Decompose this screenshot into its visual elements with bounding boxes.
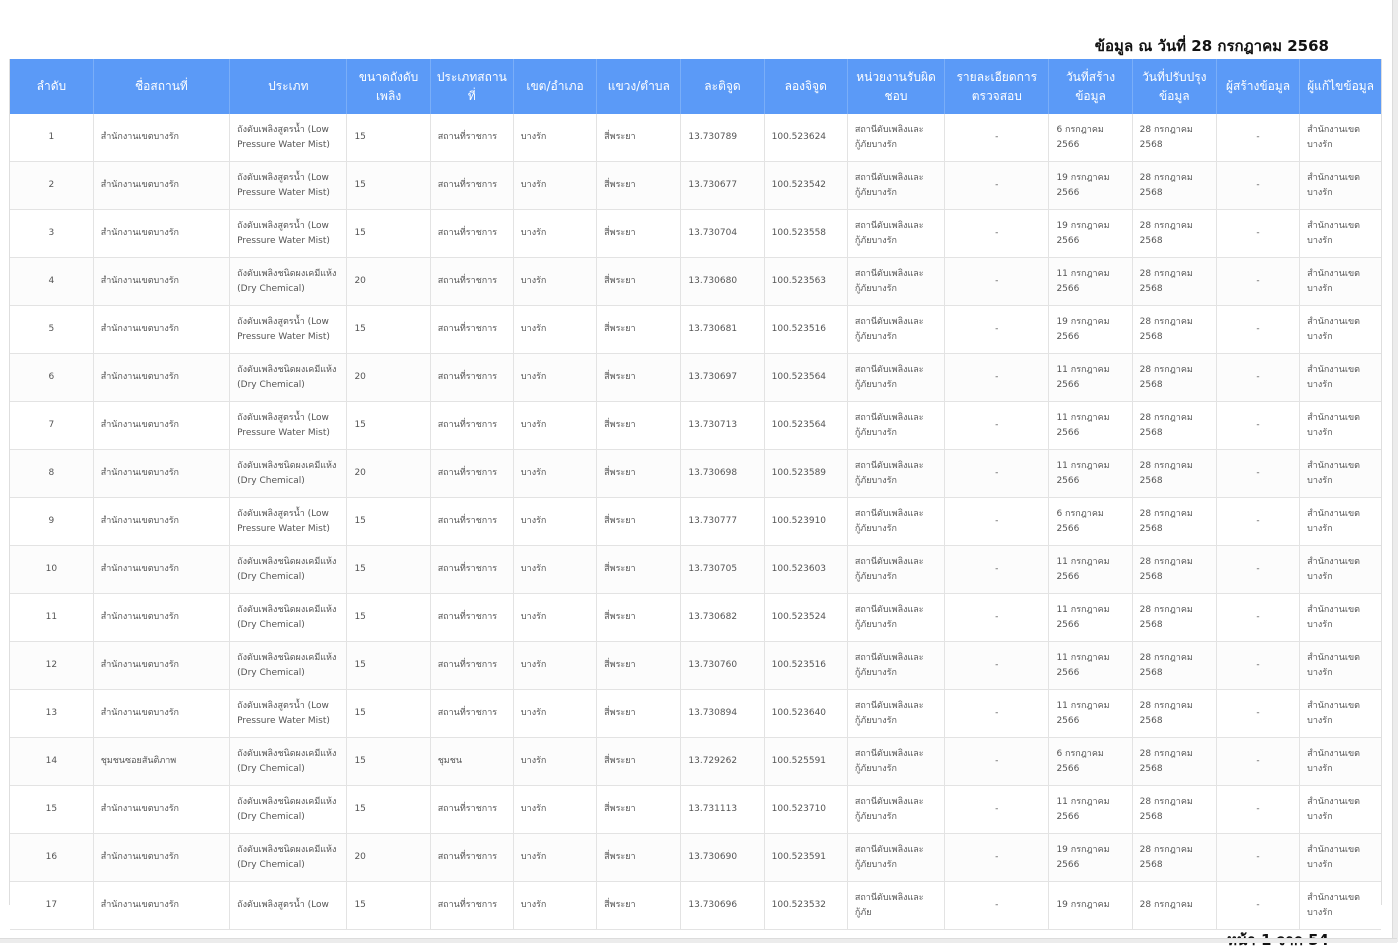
- cell-col-inspection-details: -: [945, 690, 1049, 738]
- cell-col-type: ถังดับเพลิงสูตรน้ำ (Low Pressure Water Mist): [230, 690, 347, 738]
- cell-col-creator: -: [1216, 114, 1299, 162]
- cell-col-place-name: สำนักงานเขตบางรัก: [93, 834, 229, 882]
- cell-col-type: ถังดับเพลิงสูตรน้ำ (Low Pressure Water Mist): [230, 402, 347, 450]
- cell-col-updated-date: 28 กรกฎาคม 2568: [1132, 738, 1216, 786]
- cell-col-longitude: 100.523603: [764, 546, 847, 594]
- cell-col-type: ถังดับเพลิงสูตรน้ำ (Low Pressure Water Mist): [230, 498, 347, 546]
- cell-col-created-date: 11 กรกฎาคม 2566: [1049, 546, 1132, 594]
- cell-col-latitude: 13.730682: [681, 594, 764, 642]
- cell-col-order: 3: [10, 210, 93, 258]
- cell-col-creator: -: [1216, 450, 1299, 498]
- cell-col-inspection-details: -: [945, 546, 1049, 594]
- cell-col-place-type: สถานที่ราชการ: [430, 354, 513, 402]
- cell-col-order: 8: [10, 450, 93, 498]
- cell-col-district: บางรัก: [513, 498, 596, 546]
- cell-col-district: บางรัก: [513, 786, 596, 834]
- cell-col-updated-date: 28 กรกฎาคม 2568: [1132, 258, 1216, 306]
- cell-col-size: 15: [347, 690, 430, 738]
- cell-col-editor: สำนักงานเขตบางรัก: [1300, 402, 1381, 450]
- cell-col-creator: -: [1216, 258, 1299, 306]
- cell-col-place-type: สถานที่ราชการ: [430, 498, 513, 546]
- cell-col-place-name: สำนักงานเขตบางรัก: [93, 402, 229, 450]
- cell-col-size: 15: [347, 786, 430, 834]
- cell-col-creator: -: [1216, 498, 1299, 546]
- cell-col-place-name: สำนักงานเขตบางรัก: [93, 642, 229, 690]
- cell-col-responsible-unit: สถานีดับเพลิงและกู้ภัยบางรัก: [847, 114, 944, 162]
- cell-col-order: 5: [10, 306, 93, 354]
- cell-col-place-type: สถานที่ราชการ: [430, 402, 513, 450]
- cell-col-longitude: 100.523564: [764, 402, 847, 450]
- cell-col-created-date: 11 กรกฎาคม 2566: [1049, 786, 1132, 834]
- cell-col-district: บางรัก: [513, 834, 596, 882]
- header-col-creator: ผู้สร้างข้อมูล: [1216, 59, 1299, 114]
- cell-col-inspection-details: -: [945, 738, 1049, 786]
- cell-col-responsible-unit: สถานีดับเพลิงและกู้ภัยบางรัก: [847, 306, 944, 354]
- cell-col-latitude: 13.730677: [681, 162, 764, 210]
- fire-extinguisher-table: [10, 59, 1381, 930]
- table-row: [10, 114, 1381, 162]
- cell-col-latitude: 13.729262: [681, 738, 764, 786]
- cell-col-created-date: 11 กรกฎาคม 2566: [1049, 354, 1132, 402]
- cell-col-longitude: 100.523564: [764, 354, 847, 402]
- cell-col-order: 7: [10, 402, 93, 450]
- cell-col-inspection-details: -: [945, 498, 1049, 546]
- cell-col-subdistrict: สี่พระยา: [597, 786, 681, 834]
- cell-col-responsible-unit: สถานีดับเพลิงและกู้ภัยบางรัก: [847, 162, 944, 210]
- cell-col-creator: -: [1216, 546, 1299, 594]
- cell-col-place-type: สถานที่ราชการ: [430, 546, 513, 594]
- cell-col-created-date: 6 กรกฎาคม 2566: [1049, 114, 1132, 162]
- cell-col-creator: -: [1216, 402, 1299, 450]
- cell-col-type: ถังดับเพลิงชนิดผงเคมีแห้ง (Dry Chemical): [230, 450, 347, 498]
- cell-col-created-date: 6 กรกฎาคม 2566: [1049, 498, 1132, 546]
- cell-col-longitude: 100.523563: [764, 258, 847, 306]
- cell-col-updated-date: 28 กรกฎาคม 2568: [1132, 786, 1216, 834]
- table-row: [10, 498, 1381, 546]
- cell-col-place-type: สถานที่ราชการ: [430, 690, 513, 738]
- cell-col-longitude: 100.523589: [764, 450, 847, 498]
- cell-col-created-date: 11 กรกฎาคม 2566: [1049, 450, 1132, 498]
- cell-col-editor: สำนักงานเขตบางรัก: [1300, 258, 1381, 306]
- cell-col-type: ถังดับเพลิงสูตรน้ำ (Low Pressure Water Mist): [230, 114, 347, 162]
- cell-col-created-date: 19 กรกฎาคม: [1049, 882, 1132, 930]
- cell-col-place-type: สถานที่ราชการ: [430, 162, 513, 210]
- cell-col-editor: สำนักงานเขตบางรัก: [1300, 738, 1381, 786]
- cell-col-place-type: สถานที่ราชการ: [430, 882, 513, 930]
- cell-col-created-date: 6 กรกฎาคม 2566: [1049, 738, 1132, 786]
- table-row: [10, 882, 1381, 930]
- cell-col-order: 2: [10, 162, 93, 210]
- cell-col-inspection-details: -: [945, 594, 1049, 642]
- cell-col-creator: -: [1216, 594, 1299, 642]
- cell-col-inspection-details: -: [945, 882, 1049, 930]
- cell-col-responsible-unit: สถานีดับเพลิงและกู้ภัยบางรัก: [847, 402, 944, 450]
- cell-col-type: ถังดับเพลิงชนิดผงเคมีแห้ง (Dry Chemical): [230, 258, 347, 306]
- cell-col-place-name: สำนักงานเขตบางรัก: [93, 114, 229, 162]
- cell-col-longitude: 100.523910: [764, 498, 847, 546]
- cell-col-editor: สำนักงานเขตบางรัก: [1300, 114, 1381, 162]
- cell-col-latitude: 13.730777: [681, 498, 764, 546]
- cell-col-responsible-unit: สถานีดับเพลิงและกู้ภัยบางรัก: [847, 546, 944, 594]
- cell-col-updated-date: 28 กรกฎาคม 2568: [1132, 114, 1216, 162]
- cell-col-place-name: สำนักงานเขตบางรัก: [93, 546, 229, 594]
- cell-col-place-type: สถานที่ราชการ: [430, 210, 513, 258]
- cell-col-order: 1: [10, 114, 93, 162]
- cell-col-type: ถังดับเพลิงสูตรน้ำ (Low Pressure Water Mist): [230, 162, 347, 210]
- cell-col-responsible-unit: สถานีดับเพลิงและกู้ภัยบางรัก: [847, 834, 944, 882]
- cell-col-size: 15: [347, 594, 430, 642]
- cell-col-responsible-unit: สถานีดับเพลิงและกู้ภัยบางรัก: [847, 210, 944, 258]
- cell-col-district: บางรัก: [513, 450, 596, 498]
- table-row: [10, 834, 1381, 882]
- cell-col-latitude: 13.730704: [681, 210, 764, 258]
- cell-col-updated-date: 28 กรกฎาคม 2568: [1132, 690, 1216, 738]
- cell-col-updated-date: 28 กรกฎาคม 2568: [1132, 834, 1216, 882]
- cell-col-latitude: 13.730696: [681, 882, 764, 930]
- cell-col-place-type: สถานที่ราชการ: [430, 258, 513, 306]
- cell-col-longitude: 100.523640: [764, 690, 847, 738]
- cell-col-inspection-details: -: [945, 258, 1049, 306]
- header-col-longitude: ลองจิจูด: [764, 59, 847, 114]
- cell-col-editor: สำนักงานเขตบางรัก: [1300, 882, 1381, 930]
- cell-col-place-name: สำนักงานเขตบางรัก: [93, 258, 229, 306]
- cell-col-responsible-unit: สถานีดับเพลิงและกู้ภัยบางรัก: [847, 354, 944, 402]
- cell-col-subdistrict: สี่พระยา: [597, 402, 681, 450]
- cell-col-size: 15: [347, 210, 430, 258]
- cell-col-place-name: สำนักงานเขตบางรัก: [93, 354, 229, 402]
- cell-col-district: บางรัก: [513, 306, 596, 354]
- cell-col-subdistrict: สี่พระยา: [597, 738, 681, 786]
- cell-col-district: บางรัก: [513, 210, 596, 258]
- cell-col-updated-date: 28 กรกฎาคม 2568: [1132, 498, 1216, 546]
- cell-col-responsible-unit: สถานีดับเพลิงและกู้ภัยบางรัก: [847, 690, 944, 738]
- cell-col-type: ถังดับเพลิงสูตรน้ำ (Low Pressure Water Mist): [230, 210, 347, 258]
- page-right-edge: [1392, 0, 1398, 942]
- cell-col-order: 17: [10, 882, 93, 930]
- cell-col-creator: -: [1216, 354, 1299, 402]
- cell-col-place-type: สถานที่ราชการ: [430, 306, 513, 354]
- cell-col-latitude: 13.730698: [681, 450, 764, 498]
- cell-col-place-type: สถานที่ราชการ: [430, 786, 513, 834]
- cell-col-longitude: 100.523542: [764, 162, 847, 210]
- cell-col-inspection-details: -: [945, 786, 1049, 834]
- cell-col-type: ถังดับเพลิงชนิดผงเคมีแห้ง (Dry Chemical): [230, 354, 347, 402]
- cell-col-subdistrict: สี่พระยา: [597, 546, 681, 594]
- cell-col-subdistrict: สี่พระยา: [597, 642, 681, 690]
- cell-col-latitude: 13.730697: [681, 354, 764, 402]
- cell-col-district: บางรัก: [513, 882, 596, 930]
- cell-col-size: 20: [347, 258, 430, 306]
- table-row: [10, 546, 1381, 594]
- cell-col-subdistrict: สี่พระยา: [597, 114, 681, 162]
- cell-col-type: ถังดับเพลิงชนิดผงเคมีแห้ง (Dry Chemical): [230, 738, 347, 786]
- cell-col-created-date: 19 กรกฎาคม 2566: [1049, 162, 1132, 210]
- cell-col-place-type: ชุมชน: [430, 738, 513, 786]
- cell-col-editor: สำนักงานเขตบางรัก: [1300, 450, 1381, 498]
- cell-col-updated-date: 28 กรกฎาคม 2568: [1132, 402, 1216, 450]
- cell-col-type: ถังดับเพลิงชนิดผงเคมีแห้ง (Dry Chemical): [230, 834, 347, 882]
- table-row: [10, 162, 1381, 210]
- cell-col-size: 15: [347, 306, 430, 354]
- cell-col-place-name: สำนักงานเขตบางรัก: [93, 210, 229, 258]
- header-col-responsible-unit: หน่วยงานรับผิดชอบ: [847, 59, 944, 114]
- cell-col-responsible-unit: สถานีดับเพลิงและกู้ภัยบางรัก: [847, 498, 944, 546]
- cell-col-size: 15: [347, 738, 430, 786]
- cell-col-subdistrict: สี่พระยา: [597, 162, 681, 210]
- table-row: [10, 690, 1381, 738]
- cell-col-place-name: ชุมชนซอยสันติภาพ: [93, 738, 229, 786]
- cell-col-updated-date: 28 กรกฎาคม 2568: [1132, 162, 1216, 210]
- cell-col-latitude: 13.730789: [681, 114, 764, 162]
- header-col-size: ขนาดถังดับเพลิง: [347, 59, 430, 114]
- cell-col-inspection-details: -: [945, 450, 1049, 498]
- cell-col-order: 16: [10, 834, 93, 882]
- cell-col-order: 9: [10, 498, 93, 546]
- cell-col-inspection-details: -: [945, 162, 1049, 210]
- cell-col-order: 12: [10, 642, 93, 690]
- cell-col-type: ถังดับเพลิงชนิดผงเคมีแห้ง (Dry Chemical): [230, 786, 347, 834]
- cell-col-district: บางรัก: [513, 114, 596, 162]
- cell-col-order: 6: [10, 354, 93, 402]
- cell-col-size: 15: [347, 882, 430, 930]
- cell-col-updated-date: 28 กรกฎาคม 2568: [1132, 546, 1216, 594]
- cell-col-editor: สำนักงานเขตบางรัก: [1300, 306, 1381, 354]
- cell-col-type: ถังดับเพลิงสูตรน้ำ (Low: [230, 882, 347, 930]
- cell-col-subdistrict: สี่พระยา: [597, 210, 681, 258]
- cell-col-inspection-details: -: [945, 210, 1049, 258]
- cell-col-type: ถังดับเพลิงชนิดผงเคมีแห้ง (Dry Chemical): [230, 546, 347, 594]
- cell-col-order: 10: [10, 546, 93, 594]
- cell-col-order: 4: [10, 258, 93, 306]
- cell-col-created-date: 11 กรกฎาคม 2566: [1049, 642, 1132, 690]
- cell-col-size: 15: [347, 114, 430, 162]
- cell-col-district: บางรัก: [513, 354, 596, 402]
- cell-col-updated-date: 28 กรกฎาคม 2568: [1132, 354, 1216, 402]
- cell-col-subdistrict: สี่พระยา: [597, 834, 681, 882]
- cell-col-place-name: สำนักงานเขตบางรัก: [93, 162, 229, 210]
- cell-col-place-name: สำนักงานเขตบางรัก: [93, 498, 229, 546]
- cell-col-subdistrict: สี่พระยา: [597, 882, 681, 930]
- cell-col-editor: สำนักงานเขตบางรัก: [1300, 162, 1381, 210]
- cell-col-latitude: 13.730713: [681, 402, 764, 450]
- cell-col-subdistrict: สี่พระยา: [597, 690, 681, 738]
- cell-col-latitude: 13.730894: [681, 690, 764, 738]
- cell-col-created-date: 11 กรกฎาคม 2566: [1049, 402, 1132, 450]
- cell-col-responsible-unit: สถานีดับเพลิงและกู้ภัยบางรัก: [847, 450, 944, 498]
- cell-col-inspection-details: -: [945, 114, 1049, 162]
- cell-col-place-name: สำนักงานเขตบางรัก: [93, 690, 229, 738]
- cell-col-editor: สำนักงานเขตบางรัก: [1300, 786, 1381, 834]
- cell-col-type: ถังดับเพลิงชนิดผงเคมีแห้ง (Dry Chemical): [230, 642, 347, 690]
- cell-col-place-name: สำนักงานเขตบางรัก: [93, 594, 229, 642]
- cell-col-latitude: 13.730680: [681, 258, 764, 306]
- cell-col-place-name: สำนักงานเขตบางรัก: [93, 306, 229, 354]
- cell-col-place-name: สำนักงานเขตบางรัก: [93, 882, 229, 930]
- header-col-place-type: ประเภทสถานที่: [430, 59, 513, 114]
- cell-col-inspection-details: -: [945, 402, 1049, 450]
- cell-col-responsible-unit: สถานีดับเพลิงและกู้ภัยบางรัก: [847, 642, 944, 690]
- cell-col-type: ถังดับเพลิงสูตรน้ำ (Low Pressure Water Mist): [230, 306, 347, 354]
- table-row: [10, 306, 1381, 354]
- data-as-of-date: ข้อมูล ณ วันที่ 28 กรกฎาคม 2568: [1094, 37, 1329, 55]
- cell-col-editor: สำนักงานเขตบางรัก: [1300, 210, 1381, 258]
- header-col-order: ลำดับ: [10, 59, 93, 114]
- cell-col-order: 11: [10, 594, 93, 642]
- cell-col-inspection-details: -: [945, 642, 1049, 690]
- cell-col-district: บางรัก: [513, 690, 596, 738]
- header-col-latitude: ละติจูด: [681, 59, 764, 114]
- table-row: [10, 786, 1381, 834]
- cell-col-district: บางรัก: [513, 642, 596, 690]
- cell-col-inspection-details: -: [945, 354, 1049, 402]
- table-body: [10, 114, 1381, 930]
- cell-col-size: 15: [347, 642, 430, 690]
- cell-col-size: 20: [347, 450, 430, 498]
- header-col-updated-date: วันที่ปรับปรุงข้อมูล: [1132, 59, 1216, 114]
- cell-col-creator: -: [1216, 738, 1299, 786]
- cell-col-district: บางรัก: [513, 594, 596, 642]
- page-bottom-edge: [0, 938, 1397, 943]
- table-row: [10, 594, 1381, 642]
- cell-col-place-name: สำนักงานเขตบางรัก: [93, 450, 229, 498]
- cell-col-creator: -: [1216, 786, 1299, 834]
- header-col-inspection-details: รายละเอียดการตรวจสอบ: [945, 59, 1049, 114]
- cell-col-place-name: สำนักงานเขตบางรัก: [93, 786, 229, 834]
- cell-col-updated-date: 28 กรกฎาคม: [1132, 882, 1216, 930]
- cell-col-longitude: 100.523516: [764, 306, 847, 354]
- table-row: [10, 402, 1381, 450]
- cell-col-responsible-unit: สถานีดับเพลิงและกู้ภัยบางรัก: [847, 786, 944, 834]
- cell-col-updated-date: 28 กรกฎาคม 2568: [1132, 210, 1216, 258]
- cell-col-order: 15: [10, 786, 93, 834]
- cell-col-inspection-details: -: [945, 306, 1049, 354]
- cell-col-district: บางรัก: [513, 546, 596, 594]
- header-col-editor: ผู้แก้ไขข้อมูล: [1300, 59, 1381, 114]
- cell-col-editor: สำนักงานเขตบางรัก: [1300, 642, 1381, 690]
- cell-col-longitude: 100.523532: [764, 882, 847, 930]
- cell-col-place-type: สถานที่ราชการ: [430, 450, 513, 498]
- cell-col-latitude: 13.731113: [681, 786, 764, 834]
- header-col-district: เขต/อำเภอ: [513, 59, 596, 114]
- cell-col-editor: สำนักงานเขตบางรัก: [1300, 594, 1381, 642]
- table-row: [10, 354, 1381, 402]
- cell-col-order: 14: [10, 738, 93, 786]
- table-row: [10, 642, 1381, 690]
- cell-col-created-date: 19 กรกฎาคม 2566: [1049, 834, 1132, 882]
- cell-col-type: ถังดับเพลิงชนิดผงเคมีแห้ง (Dry Chemical): [230, 594, 347, 642]
- cell-col-latitude: 13.730760: [681, 642, 764, 690]
- cell-col-longitude: 100.523624: [764, 114, 847, 162]
- cell-col-subdistrict: สี่พระยา: [597, 594, 681, 642]
- cell-col-longitude: 100.523558: [764, 210, 847, 258]
- cell-col-size: 15: [347, 498, 430, 546]
- cell-col-subdistrict: สี่พระยา: [597, 498, 681, 546]
- header-col-type: ประเภท: [230, 59, 347, 114]
- cell-col-editor: สำนักงานเขตบางรัก: [1300, 498, 1381, 546]
- cell-col-editor: สำนักงานเขตบางรัก: [1300, 690, 1381, 738]
- table-row: [10, 258, 1381, 306]
- cell-col-latitude: 13.730681: [681, 306, 764, 354]
- cell-col-size: 20: [347, 834, 430, 882]
- cell-col-size: 15: [347, 162, 430, 210]
- cell-col-place-type: สถานที่ราชการ: [430, 114, 513, 162]
- cell-col-updated-date: 28 กรกฎาคม 2568: [1132, 594, 1216, 642]
- cell-col-district: บางรัก: [513, 402, 596, 450]
- table-row: [10, 738, 1381, 786]
- header-col-created-date: วันที่สร้างข้อมูล: [1049, 59, 1132, 114]
- table-row: [10, 450, 1381, 498]
- cell-col-order: 13: [10, 690, 93, 738]
- cell-col-responsible-unit: สถานีดับเพลิงและกู้ภัยบางรัก: [847, 738, 944, 786]
- cell-col-subdistrict: สี่พระยา: [597, 258, 681, 306]
- cell-col-place-type: สถานที่ราชการ: [430, 594, 513, 642]
- cell-col-created-date: 11 กรกฎาคม 2566: [1049, 594, 1132, 642]
- cell-col-subdistrict: สี่พระยา: [597, 306, 681, 354]
- cell-col-updated-date: 28 กรกฎาคม 2568: [1132, 450, 1216, 498]
- cell-col-editor: สำนักงานเขตบางรัก: [1300, 354, 1381, 402]
- cell-col-created-date: 11 กรกฎาคม 2566: [1049, 690, 1132, 738]
- cell-col-place-type: สถานที่ราชการ: [430, 834, 513, 882]
- cell-col-created-date: 11 กรกฎาคม 2566: [1049, 258, 1132, 306]
- cell-col-creator: -: [1216, 642, 1299, 690]
- cell-col-latitude: 13.730690: [681, 834, 764, 882]
- cell-col-updated-date: 28 กรกฎาคม 2568: [1132, 306, 1216, 354]
- cell-col-responsible-unit: สถานีดับเพลิงและกู้ภัย: [847, 882, 944, 930]
- cell-col-longitude: 100.525591: [764, 738, 847, 786]
- table-header-row: [10, 59, 1381, 114]
- cell-col-creator: -: [1216, 210, 1299, 258]
- header-col-place-name: ชื่อสถานที่: [93, 59, 229, 114]
- header-col-subdistrict: แขวง/ตำบล: [597, 59, 681, 114]
- cell-col-responsible-unit: สถานีดับเพลิงและกู้ภัยบางรัก: [847, 594, 944, 642]
- cell-col-district: บางรัก: [513, 162, 596, 210]
- cell-col-size: 20: [347, 354, 430, 402]
- cell-col-created-date: 19 กรกฎาคม 2566: [1049, 306, 1132, 354]
- cell-col-responsible-unit: สถานีดับเพลิงและกู้ภัยบางรัก: [847, 258, 944, 306]
- cell-col-creator: -: [1216, 690, 1299, 738]
- cell-col-inspection-details: -: [945, 834, 1049, 882]
- cell-col-editor: สำนักงานเขตบางรัก: [1300, 834, 1381, 882]
- cell-col-size: 15: [347, 546, 430, 594]
- cell-col-subdistrict: สี่พระยา: [597, 354, 681, 402]
- table-row: [10, 210, 1381, 258]
- cell-col-place-type: สถานที่ราชการ: [430, 642, 513, 690]
- cell-col-created-date: 19 กรกฎาคม 2566: [1049, 210, 1132, 258]
- cell-col-updated-date: 28 กรกฎาคม 2568: [1132, 642, 1216, 690]
- cell-col-district: บางรัก: [513, 738, 596, 786]
- cell-col-longitude: 100.523516: [764, 642, 847, 690]
- cell-col-editor: สำนักงานเขตบางรัก: [1300, 546, 1381, 594]
- cell-col-longitude: 100.523710: [764, 786, 847, 834]
- cell-col-longitude: 100.523591: [764, 834, 847, 882]
- cell-col-subdistrict: สี่พระยา: [597, 450, 681, 498]
- cell-col-size: 15: [347, 402, 430, 450]
- cell-col-creator: -: [1216, 162, 1299, 210]
- cell-col-latitude: 13.730705: [681, 546, 764, 594]
- cell-col-creator: -: [1216, 834, 1299, 882]
- cell-col-district: บางรัก: [513, 258, 596, 306]
- cell-col-creator: -: [1216, 882, 1299, 930]
- data-table-container: [9, 59, 1382, 918]
- cell-col-longitude: 100.523524: [764, 594, 847, 642]
- cell-col-creator: -: [1216, 306, 1299, 354]
